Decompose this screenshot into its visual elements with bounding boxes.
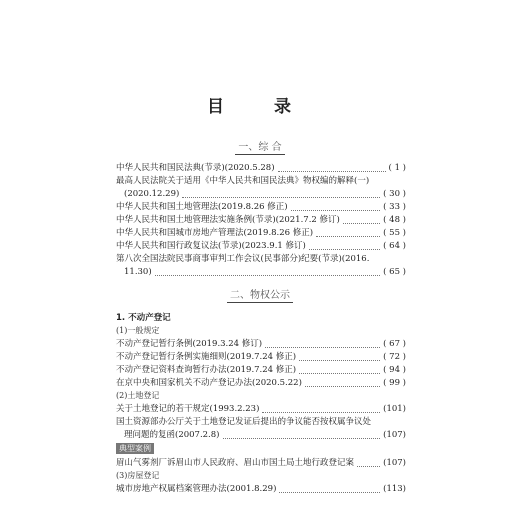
toc-entry[interactable]: 城市房地产权属档案管理办法(2001.8.29) (113) — [116, 484, 406, 494]
page-number: ( 30 ) — [383, 189, 406, 199]
page-number: ( 1 ) — [388, 163, 406, 173]
toc-entry[interactable]: 在京中央和国家机关不动产登记办法(2020.5.22) ( 99 ) — [116, 378, 406, 388]
page-number: ( 48 ) — [383, 215, 406, 225]
toc-entry[interactable]: 中华人民共和国土地管理法实施条例(节录)(2021.7.2 修订) ( 48 ) — [116, 215, 406, 225]
toc-entry-line: 最高人民法院关于适用《中华人民共和国民法典》物权编的解释(一) — [116, 176, 370, 186]
page-number: (107) — [383, 458, 406, 468]
subsection-label: (3)房屋登记 — [116, 471, 160, 480]
subsection-label: (1)一般规定 — [116, 326, 160, 335]
page-number: ( 67 ) — [383, 339, 406, 349]
page-number: (101) — [383, 404, 406, 414]
toc-entry[interactable]: 11.30) ( 65 ) — [124, 267, 406, 277]
toc-entry[interactable]: 关于土地登记的若干规定(1993.2.23) (101) — [116, 404, 406, 414]
page-number: ( 94 ) — [383, 365, 406, 375]
page-number: (113) — [383, 484, 406, 494]
typical-case-tag: 典型案例 — [116, 443, 154, 454]
toc-entry-line: 第八次全国法院民事商事审判工作会议(民事部分)纪要(节录)(2016. — [116, 254, 370, 264]
page-title: 目 录 — [207, 97, 313, 117]
toc-entry[interactable]: 不动产登记暂行条例(2019.3.24 修订) ( 67 ) — [116, 339, 406, 349]
toc-entry[interactable]: 中华人民共和国行政复议法(节录)(2023.9.1 修订) ( 64 ) — [116, 241, 406, 251]
toc-entry[interactable]: 理问题的复函(2007.2.8) (107) — [124, 430, 406, 440]
page-number: ( 72 ) — [383, 352, 406, 362]
section-heading-property-publicity: 二、物权公示 — [0, 286, 520, 303]
toc-entry[interactable]: 不动产登记暂行条例实施细则(2019.7.24 修正) ( 72 ) — [116, 352, 406, 362]
toc-entry[interactable]: 中华人民共和国城市房地产管理法(2019.8.26 修正) ( 55 ) — [116, 228, 406, 238]
subsection-label: (2)土地登记 — [116, 391, 160, 400]
toc-entry-line: 国土资源部办公厅关于土地登记发证后提出的争议能否按权属争议处 — [116, 417, 372, 427]
toc-entry[interactable]: 眉山气雾剂厂诉眉山市人民政府、眉山市国土局土地行政登记案 (107) — [116, 458, 406, 468]
toc-entry[interactable]: 中华人民共和国民法典(节录)(2020.5.28) ( 1 ) — [116, 163, 406, 173]
page-number: (107) — [383, 430, 406, 440]
page-number: ( 64 ) — [383, 241, 406, 251]
page-number: ( 33 ) — [383, 202, 406, 212]
section-heading-general: 一、综 合 — [0, 138, 520, 155]
toc-entry[interactable]: 不动产登记资料查询暂行办法(2019.7.24 修正) ( 94 ) — [116, 365, 406, 375]
page-number: ( 55 ) — [383, 228, 406, 238]
page-number: ( 65 ) — [383, 267, 406, 277]
toc-entry[interactable]: 中华人民共和国土地管理法(2019.8.26 修正) ( 33 ) — [116, 202, 406, 212]
page-number: ( 99 ) — [383, 378, 406, 388]
subsection-heading: 1. 不动产登记 — [116, 313, 171, 323]
toc-entry[interactable]: (2020.12.29) ( 30 ) — [124, 189, 406, 199]
